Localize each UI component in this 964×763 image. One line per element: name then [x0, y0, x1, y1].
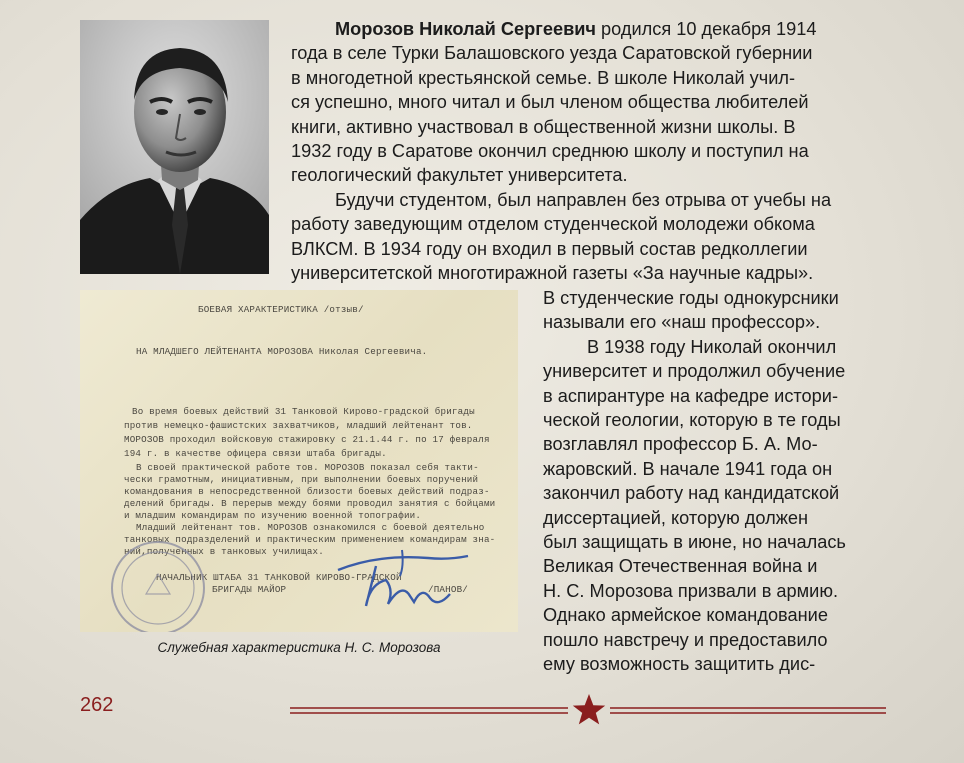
doc-line: чески грамотным, инициативным, при выполнении боевых поручений: [124, 474, 479, 485]
article-line: в многодетной крестьянской семье. В школе Николай учил-: [291, 67, 796, 88]
article-line: пошло навстречу и предоставило: [543, 629, 828, 650]
article-line: был защищать в июне, но началась: [543, 532, 846, 553]
footer-rules-left: [290, 708, 568, 713]
document-caption: Служебная характеристика Н. С. Морозова: [157, 640, 441, 655]
portrait-illustration: [80, 20, 269, 274]
article-line: университетской многотиражной газеты «За научные кадры».: [291, 263, 814, 284]
doc-line: и младшим командирам по изучению военной топографии.: [124, 510, 422, 521]
article-line: геологический факультет университета.: [291, 165, 628, 186]
article-line: книги, активно участвовал в общественной жизни школы. В: [291, 116, 796, 137]
article-line: В 1938 году Николай окончил: [587, 336, 837, 357]
article-line: Однако армейское командование: [543, 605, 828, 626]
doc-line: против немецко-фашистских захватчиков, младший лейтенант тов.: [124, 420, 473, 431]
article-line: возглавлял профессор Б. А. Мо-: [543, 434, 818, 455]
red-star-icon: [573, 694, 605, 724]
article-line: работу заведующим отделом студенческой молодежи обкома: [291, 214, 815, 235]
article-line: 1932 году в Саратове окончил среднюю школу и поступил на: [291, 141, 809, 162]
article-line: ческой геологии, которую в те годы: [543, 410, 841, 431]
archival-document-image: [80, 290, 518, 632]
article-line: В студенческие годы однокурсники: [543, 288, 839, 308]
article-line: жаровский. В начале 1941 года он: [543, 458, 833, 479]
doc-line: МОРОЗОВ проходил войсковую стажировку с 21.1.44 г. по 17 февраля: [124, 434, 490, 445]
doc-line: танковых подразделений и практическим применением командирам зна-: [124, 534, 496, 545]
article-line: ся успешно, много читал и был членом общества любителей: [291, 92, 809, 113]
article-top-block: [291, 17, 884, 285]
article-line: ВЛКСМ. В 1934 году он входил в первый состав редколлегии: [291, 238, 808, 259]
doc-line: командования в непосредственной близости боевых действий подраз-: [124, 486, 490, 497]
article-line-rest: родился 10 декабря 1914: [596, 19, 817, 39]
article-line: закончил работу над кандидатской: [543, 483, 840, 504]
doc-signature-title: НАЧАЛЬНИК ШТАБА 31 ТАНКОВОЙ КИРОВО-ГРАДСКОЙ: [156, 572, 402, 583]
person-name: Морозов Николай Сергеевич: [335, 19, 596, 39]
doc-signature-name: /ПАНОВ/: [428, 584, 468, 595]
portrait-photo: [80, 20, 269, 274]
doc-line: делений бригады. В перерыв между боями проводил занятия с бойцами: [124, 498, 496, 509]
page-number: 262: [80, 694, 114, 716]
doc-line: ний,полученных в танковых училищах.: [124, 546, 324, 557]
footer-ornament: [290, 690, 886, 730]
doc-heading: БОЕВАЯ ХАРАКТЕРИСТИКА /отзыв/: [198, 304, 364, 315]
article-line: в аспирантуре на кафедре истори-: [543, 385, 838, 406]
article-line: ему возможность защитить дис-: [543, 654, 816, 675]
article-line: Н. С. Морозова призвали в армию.: [543, 580, 839, 601]
article-line: Великая Отечественная война и: [543, 556, 818, 577]
article-line: года в селе Турки Балашовского уезда Саратовской губернии: [291, 43, 813, 64]
doc-line: В своей практической работе тов. МОРОЗОВ показал себя такти-: [136, 462, 479, 473]
article-line: Будучи студентом, был направлен без отрыва от учебы на: [335, 189, 832, 210]
doc-line: Во время боевых действий 31 Танковой Кирово-градской бригады: [132, 406, 475, 417]
article-right-column: [543, 286, 883, 677]
footer-rules-right: [610, 708, 886, 713]
doc-line: Младший лейтенант тов. МОРОЗОВ ознакомился с боевой деятельно: [136, 522, 485, 533]
doc-line: 194 г. в качестве офицера связи штаба бригады.: [124, 448, 387, 459]
signature-icon: [318, 536, 488, 616]
round-stamp-icon: [106, 536, 210, 632]
doc-signature-rank: БРИГАДЫ МАЙОР: [212, 584, 287, 595]
article-first-line: [291, 17, 884, 41]
article-line: университет и продолжил обучение: [543, 361, 846, 382]
article-line: называли его «наш профессор».: [543, 312, 821, 333]
article-line: диссертацией, которую должен: [543, 507, 809, 528]
doc-line: НА МЛАДШЕГО ЛЕЙТЕНАНТА МОРОЗОВА Николая Сергеевича.: [136, 346, 428, 357]
